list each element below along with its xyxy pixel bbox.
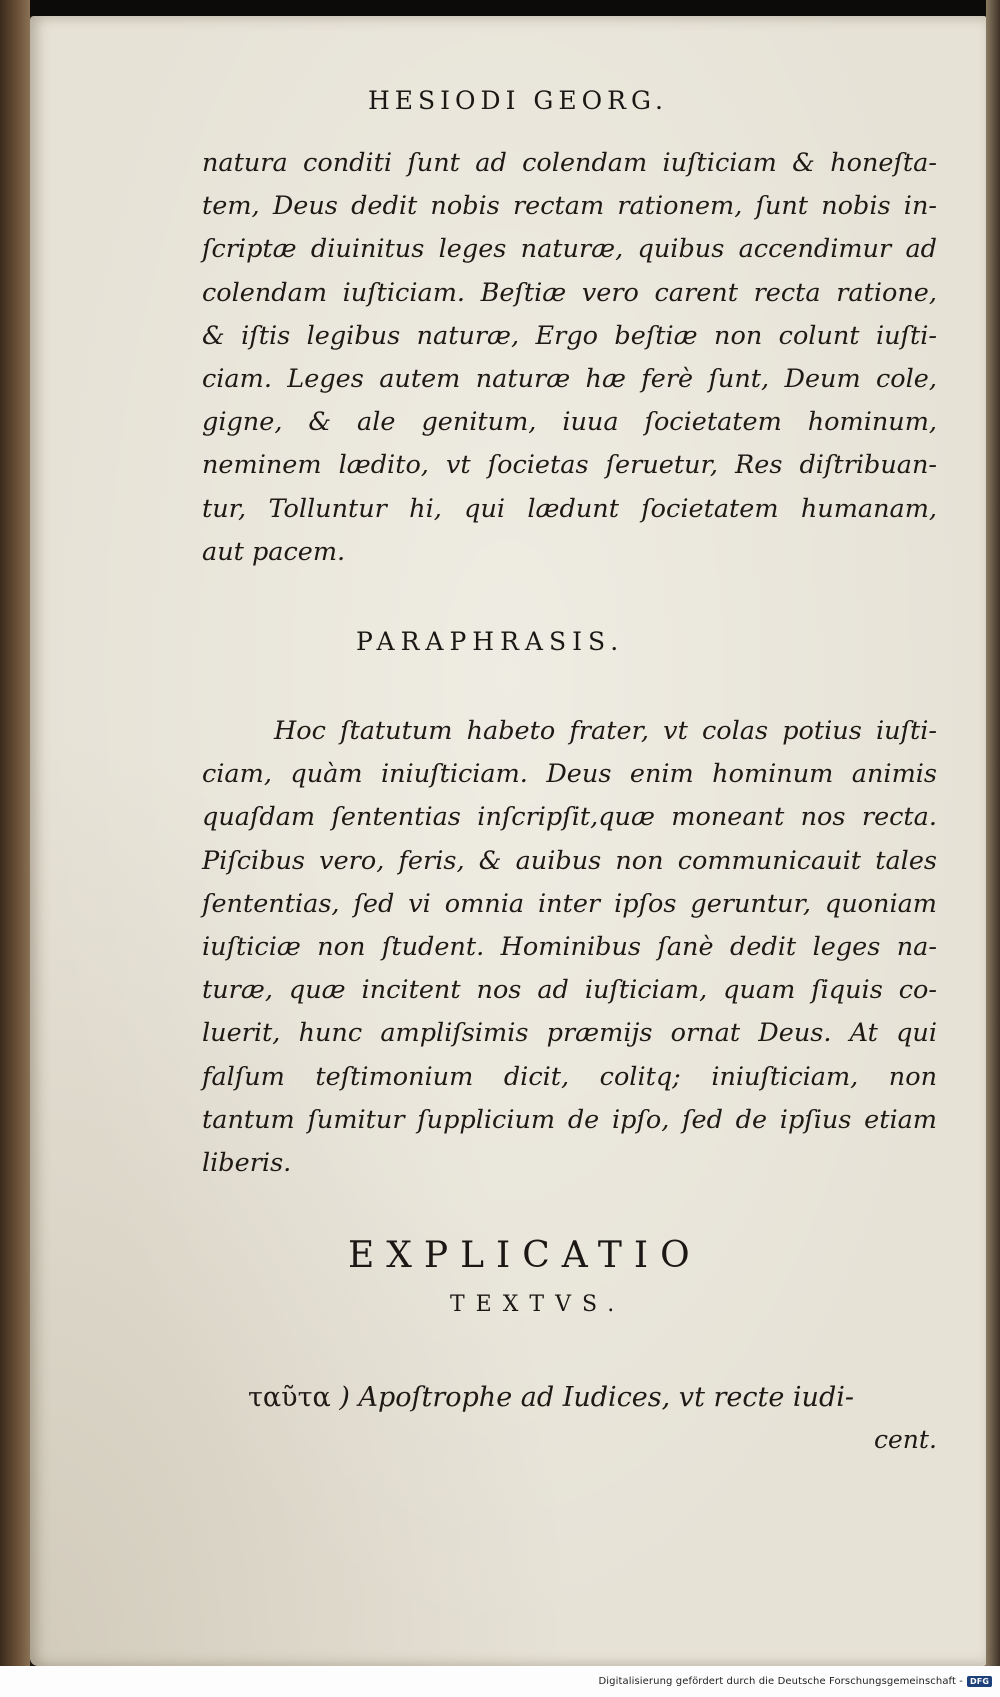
text-line: ſententias, ſed vi omnia inter ipſos geruntur, quoniam xyxy=(202,888,937,919)
text-line: colendam iuſticiam. Beſtiæ vero carent recta ratione, xyxy=(202,277,937,308)
gloss-text: ) Apoſtrophe ad Iudices, vt recte iudi- xyxy=(339,1382,854,1413)
text-line: iuſticiæ non ſtudent. Hominibus ſanè dedit leges na- xyxy=(202,931,937,962)
text-line: & iſtis legibus naturæ, Ergo beſtiæ non colunt iuſti- xyxy=(202,320,937,351)
funding-footer xyxy=(598,1676,992,1687)
text-block-commentary xyxy=(202,142,937,574)
text-line: Piſcibus vero, feris, & auibus non communicauit tales xyxy=(202,845,937,876)
text-line: tantum ſumitur ſupplicium de ipſo, ſed de ipſius etiam xyxy=(202,1104,937,1135)
text-line: ciam, quàm iniuſticiam. Deus enim hominum animis xyxy=(202,759,937,790)
catchword: cent. xyxy=(874,1425,937,1454)
text-line: quaſdam ſententias inſcripſit,quæ moneant nos recta. xyxy=(202,802,937,833)
text-line: falſum teſtimonium dicit, colitq; iniuſticiam, non xyxy=(202,1061,937,1092)
text-line: tur, Tolluntur hi, qui lædunt ſocietatem humanam, xyxy=(202,493,937,524)
running-head: HESIODI GEORG. xyxy=(368,86,668,115)
text-line-content: Hoc ſtatutum habeto frater, vt colas potius iuſti- xyxy=(274,716,937,746)
text-line: tem, Deus dedit nobis rectam rationem, ſunt nobis in- xyxy=(202,191,937,222)
text-line: ſcriptæ diuinitus leges naturæ, quibus accendimur ad xyxy=(202,234,937,265)
page-fore-edge xyxy=(986,0,1000,1680)
book-spine-edge xyxy=(0,0,30,1680)
text-line: aut pacem. xyxy=(202,536,346,567)
gloss-line xyxy=(248,1382,854,1413)
section-subheading-textus: TEXTVS. xyxy=(450,1292,626,1317)
dfg-logo: DFG xyxy=(967,1676,992,1687)
scan-top-border xyxy=(0,0,1000,16)
text-block-paraphrasis xyxy=(202,710,937,1185)
text-line: neminem lædito, vt ſocietas ſeruetur, Res diſtribuan- xyxy=(202,450,937,481)
funding-credit: Digitalisierung gefördert durch die Deutsche Forschungsgemeinschaft - xyxy=(598,1676,964,1687)
text-line: luerit, hunc ampliſsimis præmijs ornat Deus. At qui xyxy=(202,1018,937,1049)
section-heading-explicatio: EXPLICATIO xyxy=(348,1235,702,1276)
greek-lemma: ταῦτα xyxy=(248,1382,331,1413)
text-line: turæ, quæ incitent nos ad iuſticiam, quam ſiquis co- xyxy=(202,975,937,1006)
text-line: natura conditi ſunt ad colendam iuſticiam & honeſta- xyxy=(202,148,937,178)
section-heading-paraphrasis: PARAPHRASIS. xyxy=(356,627,625,656)
text-line: liberis. xyxy=(202,1147,292,1178)
text-line: gigne, & ale genitum, iuua ſocietatem hominum, xyxy=(202,407,937,438)
text-line: ciam. Leges autem naturæ hæ ferè ſunt, Deum cole, xyxy=(202,363,937,394)
text-line-first xyxy=(202,710,937,753)
